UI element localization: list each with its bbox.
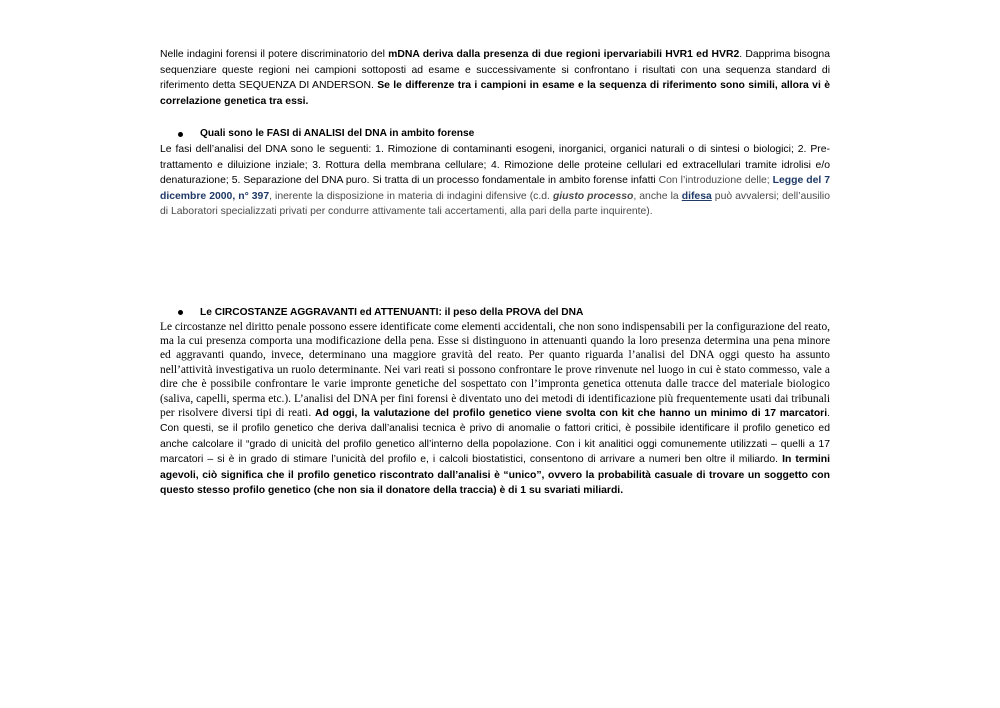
fasi-gray-text-1: Con l’introduzione delle; [658, 175, 773, 186]
intro-text-1: Nelle indagini forensi il potere discriminatorio del [160, 49, 389, 60]
document-page [160, 47, 830, 498]
section-heading-text: Quali sono le FASI di ANALISI del DNA in ambito forense [200, 128, 475, 139]
circostanze-bold-2: In termini agevoli, ciò significa che il profilo genetico riscontrato dall’analisi è “unico”, ovvero la probabilità casuale di trovare un soggetto con questo stesso profilo genetico (che non sia il donatore della traccia) è di 1 su svariati miliardi. [160, 454, 830, 496]
section-heading-circostanze [160, 306, 830, 320]
intro-text-2: . Dapprima bisogna sequenziare queste regioni nei campioni sottoposti ad esame e successivamente si confrontano i risultati con una sequenza standard di riferimento detta SEQUENZA DI ANDERSON. [160, 49, 830, 91]
section-heading-fasi [160, 127, 830, 141]
bullet-icon [178, 132, 183, 137]
circostanze-paragraph [160, 320, 830, 499]
fasi-gray-text-3: , anche la [633, 190, 682, 202]
intro-bold-1: mDNA deriva dalla presenza di due regioni ipervariabili HVR1 ed HVR2 [388, 49, 740, 60]
law-reference: Legge del 7 dicembre 2000, n° 397 [160, 175, 830, 202]
giusto-processo-term: giusto processo [552, 190, 634, 202]
section-heading-text: Le CIRCOSTANZE AGGRAVANTI ed ATTENUANTI: il peso della PROVA del DNA [200, 306, 584, 318]
difesa-link[interactable]: difesa [681, 190, 712, 202]
intro-bold-2: Se le differenze tra i campioni in esame e la sequenza di riferimento sono simili, allora vi è correlazione genetica tra essi. [160, 80, 830, 107]
circostanze-serif-text: Le circostanze nel diritto penale possono essere identificate come elementi accidentali, che non sono indispensabili per la configurazione del reato, ma la cui presenza comporta una modificazione della pena. Esse si distinguono in attenuanti quando la loro presenza determina una pena minore ed aggravanti quando, invece, determinano una maggiore gravità del reato. Per quanto riguarda l’analisi del DNA oggi questo ha assunto nell’attività investigativa un ruolo determinante. Nei vari reati si possono confrontare le prove rinvenute nel luogo in cui è stato commesso, vale a dire che è possibile confrontare le varie impronte genetiche del sospettato con l’impronta genetica ottenuta dalle tracce del materiale biologico (saliva, capelli, sperma etc.). L’analisi del DNA per fini forensi è diventato uno dei metodi di identificazione più frequentemente usati dai tribunali per risolvere diversi tipi di reati. [160, 320, 830, 419]
circostanze-sans-text: . Con questi, se il profilo genetico che deriva dall’analisi tecnica è privo di anomalie o fattori critici, è possibile identificare il profilo genetico ed anche calcolare il “grado di unicità del profilo genetico all’interno della popolazione. Con i kit analitici oggi comunemente utilizzati – quelli a 17 marcatori – si è in grado di stimare l’unicità del profilo e, i calcoli biostatistici, consentono di arrivare a numeri ben oltre il miliardo. [160, 407, 830, 466]
fasi-gray-text-2: , inerente la disposizione in materia di indagini difensive (c.d. [269, 190, 553, 202]
intro-paragraph [160, 47, 830, 109]
fasi-text: Le fasi dell’analisi del DNA sono le seguenti: 1. Rimozione di contaminanti esogeni, inorganici, organici naturali o di sintesi o biologici; 2. Pre-trattamento e diluizione inziale; 3. Rottura della membrana cellulare; 4. Rimozione delle proteine cellulari ed extracellulari tramite idrolisi e/o denaturazione; 5. Separazione del DNA puro. Si tratta di un processo fondamentale in ambito forense infatti [160, 144, 830, 186]
fasi-paragraph [160, 142, 830, 220]
blank-space [160, 220, 830, 306]
circostanze-bold-1: Ad oggi, la valutazione del profilo genetico viene svolta con kit che hanno un minimo di 17 marcatori [314, 407, 828, 419]
bullet-icon [178, 310, 183, 315]
fasi-gray-text-4: può avvalersi; dell’ausilio di Laboratori specializzati privati per condurre attivamente tali accertamenti, alla pari della parte inquirente). [160, 190, 831, 217]
